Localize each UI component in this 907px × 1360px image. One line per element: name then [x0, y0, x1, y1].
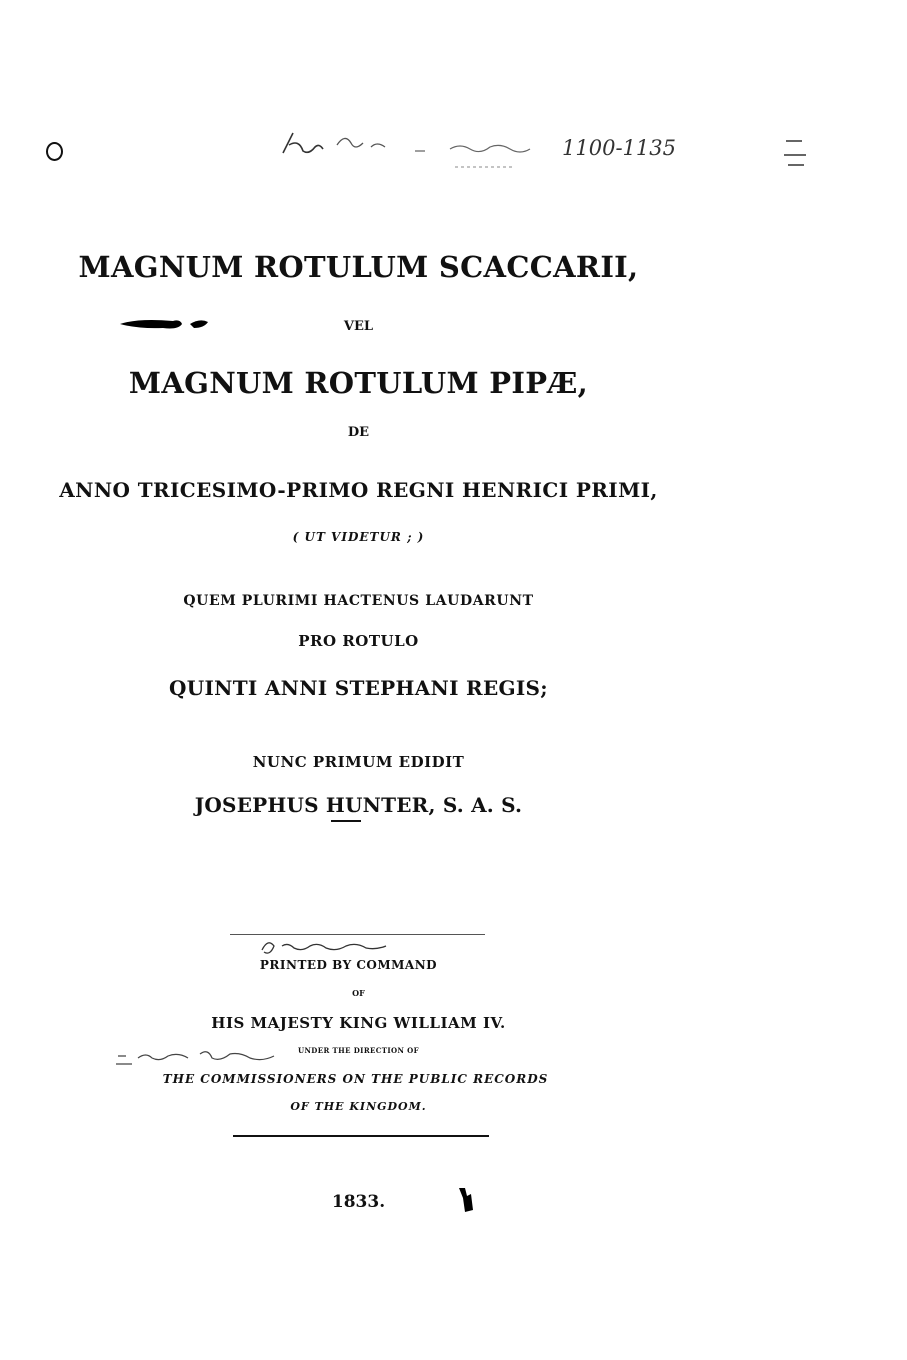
printed-by-command: PRINTED BY COMMAND: [259, 958, 438, 972]
nunc-line: NUNC PRIMUM EDIDIT: [252, 753, 465, 771]
margin-mark-circle: [46, 142, 63, 161]
quinti-line: QUINTI ANNI STEPHANI REGIS;: [169, 676, 548, 700]
editor-underline: [331, 820, 361, 822]
vel-word: VEL: [343, 319, 374, 334]
commissioners-line: THE COMMISSIONERS ON THE PUBLIC RECORDS: [162, 1072, 549, 1086]
publication-date: 1833.: [331, 1192, 386, 1212]
majesty-line: HIS MAJESTY KING WILLIAM IV.: [211, 1014, 506, 1032]
kingdom-line: OF THE KINGDOM.: [290, 1100, 427, 1113]
rule-upper: [230, 934, 485, 935]
corner-scribble: [780, 135, 820, 195]
title-line-2: MAGNUM ROTULUM PIPÆ,: [128, 366, 589, 400]
ut-videtur: ( UT VIDETUR ; ): [292, 530, 425, 544]
title-line-1: MAGNUM ROTULUM SCACCARII,: [78, 250, 639, 284]
top-handwriting-date: 1100-1135: [562, 136, 676, 160]
handwritten-note-imprint: [258, 936, 408, 958]
pro-rotulo: PRO ROTULO: [298, 632, 419, 650]
ink-mark-date: [455, 1184, 479, 1216]
quem-line: QUEM PLURIMI HACTENUS LAUDARUNT: [183, 593, 534, 609]
of-word: OF: [352, 988, 365, 998]
editor-name: JOSEPHUS HUNTER, S. A. S.: [194, 793, 523, 817]
de-word: DE: [347, 425, 370, 440]
rule-lower: [233, 1135, 489, 1137]
under-direction: UNDER THE DIRECTION OF: [297, 1046, 420, 1055]
year-line: ANNO TRICESIMO-PRIMO REGNI HENRICI PRIMI,: [59, 478, 658, 502]
